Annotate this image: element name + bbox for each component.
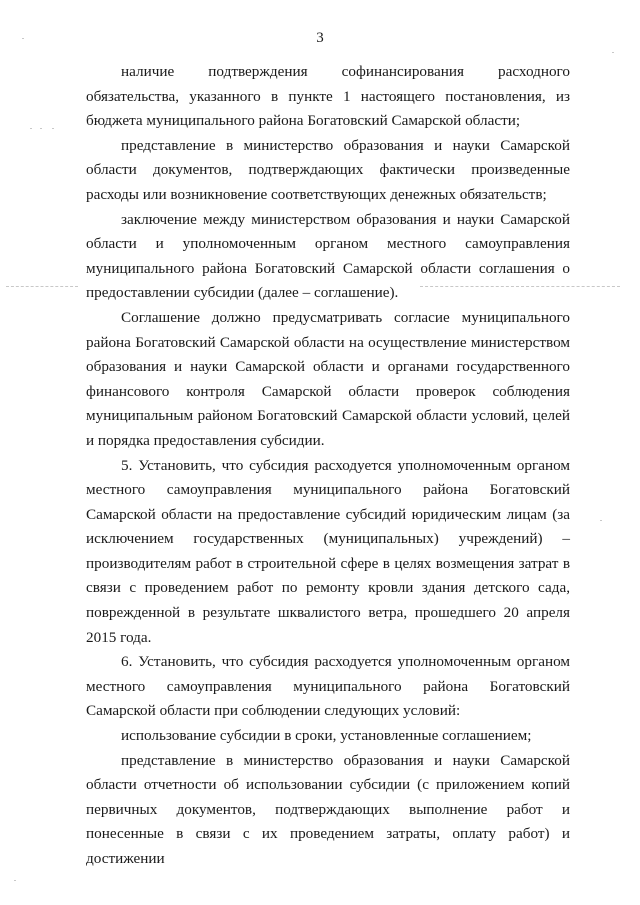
paragraph: 6. Установить, что субсидия расходуется уполномоченным органом местного самоуправления муниципального района Богатовский Самарской области при соблюдении следующих условий: (86, 653, 570, 720)
scan-artifact-dot (600, 520, 602, 521)
page-number: 3 (316, 30, 324, 46)
scan-artifact-dot (40, 128, 42, 129)
paragraph: наличие подтверждения софинансирования расходного обязательства, указанного в пункте 1 настоящего постановления, из бюджета муниципального района Богатовский Самарской области; (86, 63, 570, 130)
paragraph: 5. Установить, что субсидия расходуется уполномоченным органом местного самоуправления муниципального района Богатовский Самарской области на предоставление субсидий юридическим лицам (за исключением государственных (муниципальных) учреждений) – производителям работ в строительной сфере в целях возмещения затрат в связи с проведением работ по ремонту кровли здания детского сада, поврежденной в результате шквалистого ветра, прошедшего 20 апреля 2015 года. (86, 456, 570, 646)
scan-artifact-dot (30, 128, 32, 129)
paragraph: Соглашение должно предусматривать согласие муниципального района Богатовский Самарской области на осуществление министерством образования и науки Самарской области и органами государственного финансового контроля Самарской области проверок соблюдения муниципальным районом Богатовский Самарской области условий, целей и порядка предоставления субсидии. (86, 308, 570, 449)
paragraph: заключение между министерством образования и науки Самарской области и уполномоченным органом местного самоуправления муниципального района Богатовский Самарской области соглашения о предоставлении субсидии (далее – соглашение). (86, 210, 570, 302)
document-body (86, 60, 570, 872)
scan-artifact-dot (612, 52, 614, 53)
paragraph: представление в министерство образования и науки Самарской области отчетности об использовании субсидии (с приложением копий первичных документов, подтверждающих выполнение работ и понесенные в связи с их проведением затраты, оплату работ) и достижении (86, 751, 570, 867)
paragraph: представление в министерство образования и науки Самарской области документов, подтверждающих фактически произведенные расходы или возникновение соответствующих денежных обязательств; (86, 136, 570, 203)
scan-artifact-dot (14, 880, 16, 881)
scan-artifact-dot (22, 38, 24, 39)
scan-artifact-dot (52, 128, 54, 129)
paragraph: использование субсидии в сроки, установленные соглашением; (121, 727, 532, 745)
scan-artifact-line (6, 286, 78, 287)
